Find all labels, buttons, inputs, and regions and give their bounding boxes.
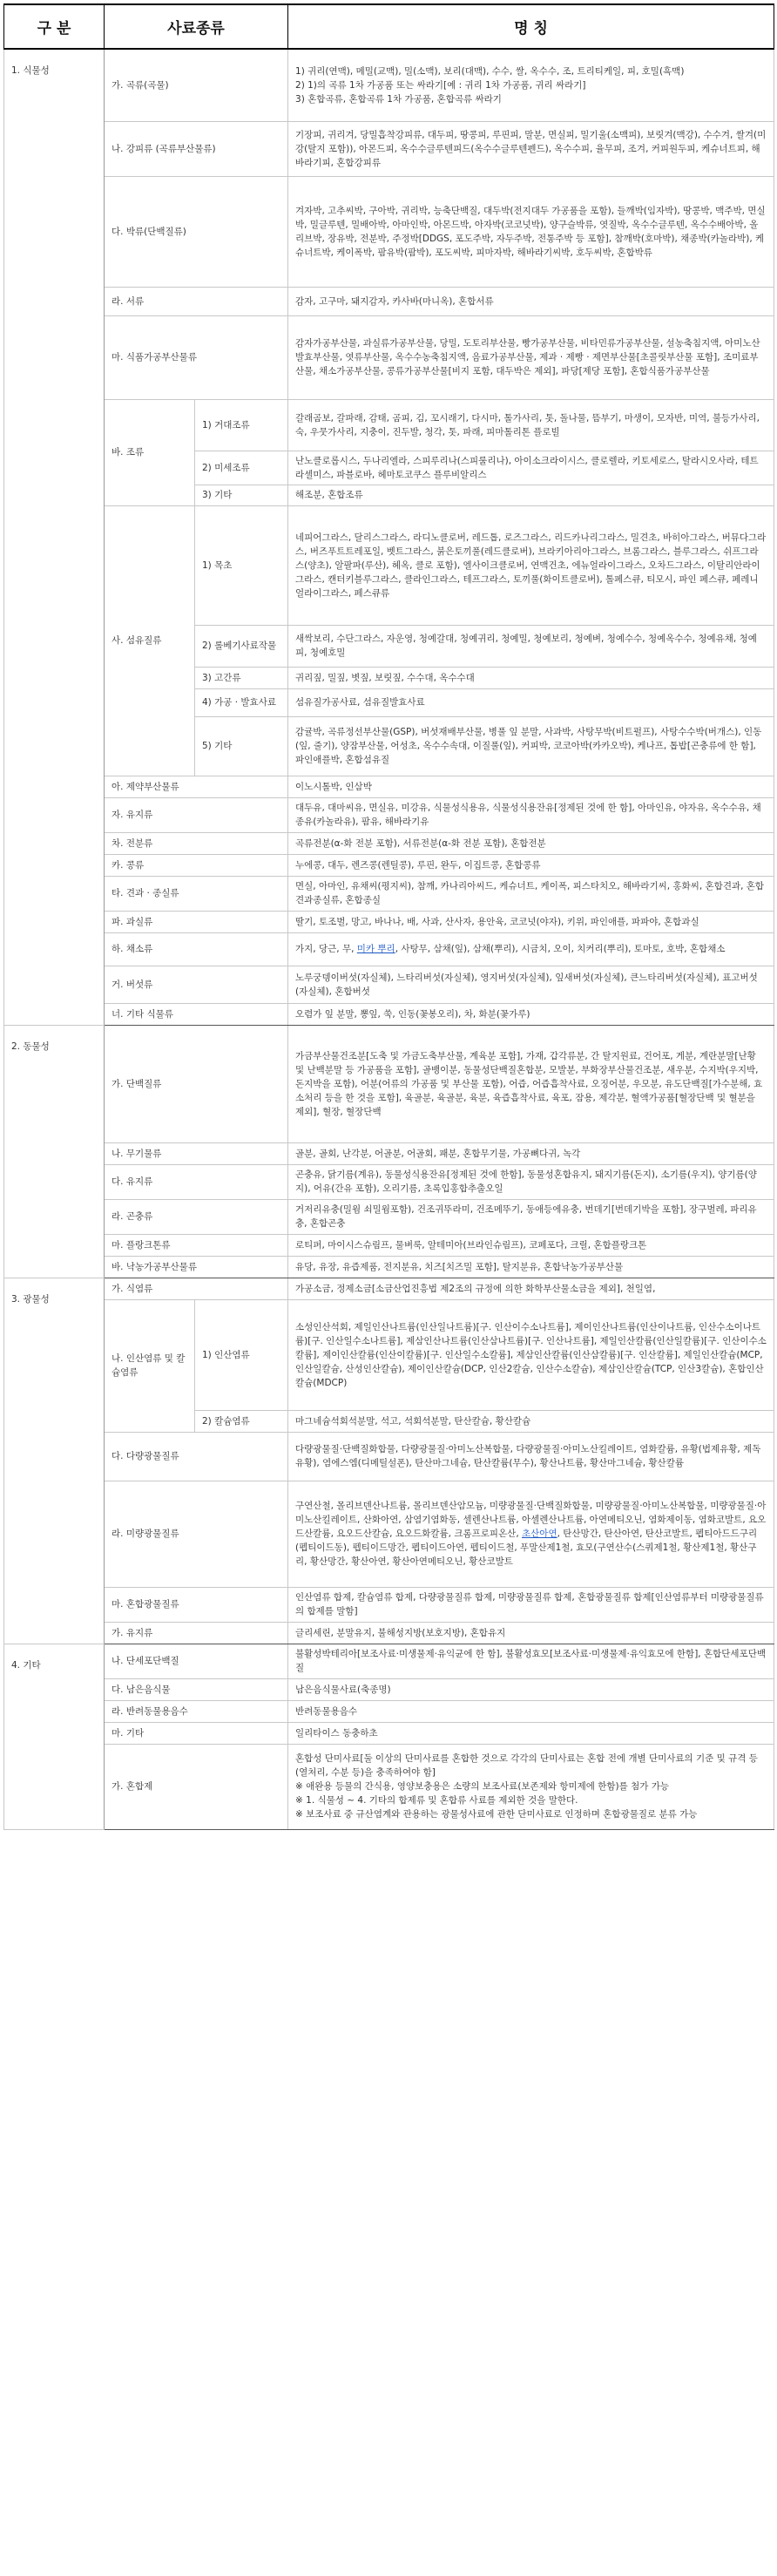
header-name: 명 칭: [288, 4, 774, 49]
category-cell: 거. 버섯류: [105, 966, 288, 1003]
name-line: 골분, 골회, 난각분, 어골분, 어골회, 패분, 혼합무기물, 가공뼈다귀, 녹각: [295, 1148, 581, 1159]
name-line: 3) 혼합곡류, 혼합곡류 1차 가공품, 혼합곡류 싸라기: [295, 93, 502, 105]
name-text: , 탄산망간, 탄산아연, 탄산코발트, 펩티아드드구리(펩티이드동), 펩티이드망간, 펩티이드아연, 펩티이드철, 푸말산제1철, 효모(구연산수(스쿼제1철, 황산제1철, 황산구리, 황산망간, 황산아연, 황산아연메티오닌, 황산코발트: [295, 1529, 758, 1567]
name-cell: [288, 176, 774, 287]
category-cell: 너. 기타 식물류: [105, 1003, 288, 1025]
table-row: [4, 832, 774, 854]
name-cell: [288, 121, 774, 176]
name-cell: [288, 1744, 774, 1829]
term-link[interactable]: 미카 뿌리: [356, 944, 395, 954]
subcategory-cell: 1) 인산염류: [195, 1299, 288, 1410]
category-cell: 마. 혼합광물질류: [105, 1587, 288, 1622]
category-cell: 가. 식염류: [105, 1278, 288, 1299]
name-line: 곡류전분(α-화 전분 포함), 서류전분(α-화 전분 포함), 혼합전분: [295, 837, 546, 849]
name-line: 기장피, 귀리겨, 당밀흡착강피류, 대두피, 땅콩피, 루핀피, 말분, 면실피, 밀기울(소맥피), 보릿겨(맥강), 수수겨, 쌀겨(미강(탈지 포함)), 아몬드피, 옥수수글루텐피드(옥수수글루텐펜드), 옥수수피, 율무피, 조겨, 커피원두피, 케슈너트피, 해바라기피, 혼합강피류: [295, 129, 767, 168]
category-cell: 차. 전분류: [105, 832, 288, 854]
name-cell: [288, 1299, 774, 1410]
category-cell: 다. 남은음식물: [105, 1678, 288, 1700]
name-cell: [288, 1432, 774, 1481]
subcategory-cell: 3) 고간류: [195, 667, 288, 688]
table-row: [4, 911, 774, 932]
name-cell: [288, 49, 774, 121]
subcategory-cell: 2) 롤베기사료작물: [195, 625, 288, 667]
table-row: [4, 1622, 774, 1644]
name-line: 반려동물용음수: [295, 1705, 358, 1717]
name-cell: [288, 876, 774, 911]
name-cell: [288, 399, 774, 451]
section-cell: [4, 1025, 105, 1278]
name-line: 곤충유, 닭기름(계유), 동물성식용잔유[정제된 것에 한함], 동물성혼합유지, 돼지기름(돈지), 소기름(우지), 양기름(양지), 어유(간유 포함), 오리기름, 초록입홍합추출오일: [295, 1169, 757, 1194]
table-row: [4, 1142, 774, 1164]
table-row: [4, 121, 774, 176]
table-row: [4, 1278, 774, 1299]
name-line: 새싹보리, 수단그라스, 자운영, 청예갈대, 청예귀리, 청예밀, 청예보리, 청예벼, 청예수수, 청예옥수수, 청예유채, 청예피, 청예호밀: [295, 634, 757, 658]
name-cell: [288, 1622, 774, 1644]
category-cell: 바. 낙농가공부산물류: [105, 1256, 288, 1278]
name-line: 마그네슘석회석분말, 석고, 석회석분말, 탄산칼슘, 황산칼슘: [295, 1415, 531, 1427]
table-row: [4, 1744, 774, 1829]
name-line: 혼합성 단미사료[둘 이상의 단미사료를 혼합한 것으로 각각의 단미사료는 혼합 전에 개별 단미사료의 기준 및 규격 등(열처리, 수분 등)을 충족하여야 함]: [295, 1753, 758, 1778]
name-line: 가공소금, 정제소금[소금산업진흥법 제2조의 규정에 의한 화학부산물소금을 제외], 천일염,: [295, 1283, 656, 1294]
name-cell: [288, 1234, 774, 1256]
name-line: 겨자박, 고추씨박, 구아박, 귀리박, 능축단백질, 대두박(전지대두 가공품을 포함), 들깨박(임자박), 땅콩박, 맥주박, 면실박, 밀글루텐, 밀배아박, 아마인박, 아몬드박, 아자박(코코넛박), 양구슬박류, 엿질박, 옥수수글루텐, 옥수수배아박, 올리브박, 장유박, 전분박, 주정박[DDGS, 포도주박, 자두주박, 전통주박 등 포함], 참깨박(호마박), 채종박(카놀라박), 케슈너트박, 케이폭박, 팜유박(팜박), 포도씨박, 피마자박, 해바라기씨박, 호두씨박, 혼합박류: [295, 205, 766, 258]
subcategory-cell: 1) 목초: [195, 505, 288, 625]
header-division: 구 분: [4, 4, 105, 49]
name-cell: [288, 485, 774, 505]
name-cell: [288, 776, 774, 797]
name-line: 글리세린, 분말유지, 불해성지방(보호지방), 혼합유지: [295, 1627, 506, 1638]
table-row: [4, 854, 774, 876]
name-cell: [288, 1025, 774, 1142]
name-line: 일리타이스 동충하초: [295, 1727, 378, 1739]
name-line: 노루궁뎅이버섯(자실체), 느타리버섯(자실체), 영지버섯(자실체), 잎새버섯(자실체), 큰느타리버섯(자실체), 표고버섯(자실체), 혼합버섯: [295, 972, 758, 997]
name-line: ※ 1. 식물성 ~ 4. 기타의 합제류 및 혼합류 사료를 제외한 것을 말한다.: [295, 1795, 578, 1806]
table-row: [4, 1025, 774, 1142]
category-cell: 사. 섬유질류: [105, 505, 195, 776]
category-cell: 바. 조류: [105, 399, 195, 505]
category-cell: 마. 플랑크톤류: [105, 1234, 288, 1256]
name-line: 해조분, 혼합조류: [295, 490, 363, 500]
name-cell: [288, 688, 774, 716]
category-cell: 하. 채소류: [105, 932, 288, 966]
name-line: 감자가공부산물, 과실류가공부산물, 당밀, 도토리부산물, 빵가공부산물, 비타민류가공부산물, 설농축침지액, 아미노산발효부산물, 엿류부산물, 옥수수농축침지액, 음료가공부산물, 제과 · 제빵 · 제면부산물[초콜릿부산물 포함], 조미료부산물, 채소가공부산물, 콩류가공부산물[비지 포함, 대두박은 제외], 파당[제당 포함], 혼합식품가공부산물: [295, 338, 760, 376]
table-row: [4, 932, 774, 966]
subcategory-cell: 4) 가공 · 발효사료: [195, 688, 288, 716]
name-line: 1) 귀리(연맥), 메밀(교맥), 밀(소맥), 보리(대맥), 수수, 쌀, 옥수수, 조, 트리티케일, 피, 호밀(흑맥): [295, 65, 685, 77]
name-line: 난노클로롭시스, 두나리엘라, 스피루리나(스피룰리나), 아이소크라이시스, 클로렐라, 키토세로스, 탈라시오사라, 테트라셀미스, 파블로바, 헤마토코쿠스 플루비알리스: [295, 455, 759, 480]
section-cell: [4, 49, 105, 1025]
section-label: 4. 기타: [11, 1659, 41, 1671]
section-label: 1. 식물성: [11, 65, 50, 76]
name-cell: [288, 966, 774, 1003]
name-cell: [288, 1164, 774, 1199]
table-row: [4, 776, 774, 797]
subcategory-cell: 3) 기타: [195, 485, 288, 505]
table-row: [4, 315, 774, 399]
table-row: [4, 966, 774, 1003]
name-line: 대두유, 대마씨유, 면실유, 미강유, 식물성식용유, 식물성식용잔유[정제된 것에 한 함], 아마인유, 야자유, 옥수수유, 채종유(카놀라유), 팜유, 해바라기유: [295, 803, 761, 827]
subcategory-cell: 2) 미세조류: [195, 451, 288, 485]
name-line: 누에콩, 대두, 렌즈콩(렌틸콩), 루핀, 완두, 이집트콩, 혼합콩류: [295, 859, 541, 871]
name-cell: [288, 287, 774, 315]
category-cell: 자. 유지류: [105, 797, 288, 832]
name-line: 이노시톨박, 인삼박: [295, 781, 372, 792]
table-row: [4, 1587, 774, 1622]
name-line: ※ 애완용 등물의 간식용, 영양보충용은 소량의 보조사료(보존제와 항미제에 한함)를 첨가 가능: [295, 1781, 670, 1792]
category-cell: 가. 혼합제: [105, 1744, 288, 1829]
header-feed-type: 사료종류: [105, 4, 288, 49]
name-cell: [288, 625, 774, 667]
category-cell: 가. 유지류: [105, 1622, 288, 1644]
category-cell: 타. 견과 · 종실류: [105, 876, 288, 911]
table-row: [4, 505, 774, 625]
name-cell: [288, 832, 774, 854]
subcategory-cell: 2) 칼슘염류: [195, 1410, 288, 1432]
name-line: 유당, 유장, 유즙제품, 전지분유, 치즈[치즈밀 포함], 탈지분유, 혼합낙농가공부산물: [295, 1261, 624, 1272]
category-cell: 나. 무기물류: [105, 1142, 288, 1164]
name-line: 로티퍼, 마이시스슈림프, 물벼룩, 알테미아(브라인슈림프), 코페포다, 크릴, 혼합플랑크톤: [295, 1239, 647, 1251]
name-cell: [288, 505, 774, 625]
name-cell: [288, 315, 774, 399]
name-line: 감자, 고구마, 돼지감자, 카사바(마니옥), 혼합서류: [295, 295, 494, 307]
category-cell: 라. 미량광물질류: [105, 1481, 288, 1587]
category-cell: 카. 콩류: [105, 854, 288, 876]
category-cell: 아. 제약부산물류: [105, 776, 288, 797]
name-cell: [288, 1481, 774, 1587]
table-row: [4, 1234, 774, 1256]
name-line: 인산염류 합제, 칼슘염류 합제, 다량광물질류 합제, 미량광물질류 합제, 혼합광물질류 합제[인산염류부터 미량광물질류의 합제를 말함]: [295, 1592, 764, 1617]
category-cell: 라. 서류: [105, 287, 288, 315]
table-header-row: [4, 4, 774, 49]
name-cell: [288, 667, 774, 688]
name-line: 거저리유충(밀웜 쇠밀웜포함), 건조귀뚜라미, 건조메뚜기, 동애등에유충, 번데기[번데기박을 포함], 장구벌레, 파리유충, 혼합곤충: [295, 1204, 757, 1229]
table-row: [4, 1481, 774, 1587]
category-cell: 다. 유지류: [105, 1164, 288, 1199]
category-cell: 마. 식품가공부산물류: [105, 315, 288, 399]
category-cell: 다. 박류(단백질류): [105, 176, 288, 287]
name-cell: [288, 1587, 774, 1622]
name-text: , 사탕무, 삼채(잎), 삼채(뿌리), 시금치, 오이, 치커리(뿌리), 토마토, 호박, 혼합채소: [395, 944, 726, 954]
name-line: 섬유질가공사료, 섬유질발효사료: [295, 697, 425, 708]
name-cell: [288, 1700, 774, 1722]
subcategory-cell: 1) 거대조류: [195, 399, 288, 451]
table-row: [4, 1299, 774, 1410]
table-row: [4, 1678, 774, 1700]
table-row: [4, 1700, 774, 1722]
table-row: [4, 1432, 774, 1481]
name-line: 네피어그라스, 달리스그라스, 라디노클로버, 레드톱, 로즈그라스, 리드카나리그라스, 밀견초, 바히아그라스, 버뮤다그라스, 버즈푸트트레포일, 벳트그라스, 붉은토끼풀(레드클로버), 브라키아리아그라스, 브롬그라스, 블루그라스, 쉬프그라스(양초), 알팔파(루산), 헤옥, 클로 포함), 엘사이크클로버, 연맥건초, 에뉴얼라이그라스, 오차드그라스, 이탈리안라이그라스, 캔터키블루그라스, 클라인그라스, 테프그라스, 토끼풀(화이트클로버), 톨페스큐, 티모시, 파인 페스큐, 페레니얼라이그라스, 페스큐류: [295, 532, 767, 599]
table-row: [4, 1644, 774, 1678]
table-row: [4, 399, 774, 451]
section-label: 2. 동물성: [11, 1041, 50, 1052]
name-line: 2) 1)의 곡류 1차 가공품 또는 싸라기[예 : 귀리 1차 가공품, 귀리 싸라기]: [295, 79, 586, 91]
table-row: [4, 1164, 774, 1199]
name-cell: [288, 1410, 774, 1432]
category-cell: 라. 곤충류: [105, 1199, 288, 1234]
name-text: 구연산철, 몰리브덴산나트륨, 몰리브덴산암모늄, 미량광물질·단백질화합물, 미량광물질·아미노산복합물, 미량광물질·아미노산킬레이트, 산화아연, 삼염기염화동, 셀렌산나트륨, 아셀렌산나트륨, 아연메티오닌, 염화제이동, 염화코발트, 요오드산칼륨, 요오드산칼슘, 요오드화칼륨, 크롬프로피온산,: [295, 1501, 767, 1539]
name-line: 갈래곰보, 갈파래, 감태, 곰피, 김, 꼬시래기, 다시마, 톨가사리, 톳, 돌나물, 뜸부기, 마생이, 모자반, 미역, 불등가사리, 숙, 우뭇가사리, 지충이, 진두발, 청각, 톳, 파래, 피마톨리톤 플로빌: [295, 412, 760, 437]
name-line: 소성인산석회, 제일인산나트륨(인산일나트륨)[구. 인산이수소나트륨], 제이인산나트륨(인산이나트륨, 인산수소이나트륨)[구. 인산일수소나트륨], 제삼인산나트륨(인산삼나트륨)[구. 인산나트륨], 제일인산칼륨(인산일칼륨)[구. 인산이수소칼륨], 제이인산칼륨(인산이칼륨)[구. 인산일수소칼륨], 제삼인산칼륨(인산삼칼륨)[구. 인산칼륨], 제일인산칼슘(MCP, 인산일칼슘, 산성인산칼슘), 제이인산칼슘(DCP, 인산2칼슘, 인산수소칼슘), 제삼인산칼슘(TCP, 인산3칼슘), 혼합인산칼슘(MDCP): [295, 1321, 767, 1388]
name-cell: [288, 854, 774, 876]
category-cell: 파. 과실류: [105, 911, 288, 932]
section-cell: [4, 1644, 105, 1829]
name-cell: [288, 911, 774, 932]
name-cell: [288, 451, 774, 485]
name-cell: [288, 797, 774, 832]
name-cell: [288, 1644, 774, 1678]
category-cell: 라. 반려동물용음수: [105, 1700, 288, 1722]
name-cell: [288, 1003, 774, 1025]
table-row: [4, 1722, 774, 1744]
name-cell: [288, 1142, 774, 1164]
table-row: [4, 176, 774, 287]
name-line: 오렴가 잎 분말, 뽕잎, 쑥, 인동(꽃봉오리), 차, 화분(꽃가루): [295, 1008, 530, 1020]
category-cell: 나. 인산염류 및 칼슘염류: [105, 1299, 195, 1432]
category-cell: 가. 단백질류: [105, 1025, 288, 1142]
name-line: 다량광물질·단백질화합물, 다량광물질·아미노산복합물, 다량광물질·아미노산킬레이트, 염화칼륨, 유황(법제유황, 제독유황), 염에스엠(디메틸설폰), 탄산마그네슘, 탄산칼륨(무수), 황산나트륨, 황산마그네슘, 황산칼륨: [295, 1444, 761, 1468]
name-cell: [288, 1722, 774, 1744]
name-line: 불활성박테리아[보조사료·미생물제·유익균에 한 함], 불활성효모[보조사료·미생물제·유익효모에 한함], 혼합단세포단백질: [295, 1649, 766, 1673]
name-line: 면실, 아마인, 유채씨(평지씨), 참깨, 카나리아씨드, 케슈너트, 케이폭, 피스타치오, 해바라기씨, 홍화씨, 혼합견과, 혼합견과종실류, 혼합종실: [295, 881, 765, 905]
name-line: 딸기, 토조벌, 망고, 바나나, 배, 사과, 산사자, 용안육, 코코넛(야자), 키위, 파인애플, 파파야, 혼합과실: [295, 916, 699, 927]
category-cell: 마. 기타: [105, 1722, 288, 1744]
table-row: [4, 287, 774, 315]
table-row: [4, 1199, 774, 1234]
name-cell: [288, 1678, 774, 1700]
category-cell: 나. 강피류 (곡류부산물류): [105, 121, 288, 176]
name-cell: [288, 1199, 774, 1234]
section-cell: [4, 1278, 105, 1644]
term-link[interactable]: 초산아연: [522, 1529, 557, 1539]
name-line: 남은음식물사료(축종명): [295, 1684, 391, 1695]
table-row: [4, 797, 774, 832]
category-cell: 나. 단세포단백질: [105, 1644, 288, 1678]
name-cell: [288, 1256, 774, 1278]
subcategory-cell: 5) 기타: [195, 716, 288, 776]
section-label: 3. 광물성: [11, 1293, 50, 1305]
category-cell: 가. 곡류(곡물): [105, 49, 288, 121]
name-line: 귀리짚, 밀짚, 볏짚, 보릿짚, 수수대, 옥수수대: [295, 672, 475, 683]
feed-classification-table: [3, 3, 774, 1830]
table-row: [4, 49, 774, 121]
table-row: [4, 876, 774, 911]
name-text: 가지, 당근, 무,: [295, 944, 357, 954]
name-line: 가금부산물건조분[도축 및 가금도축부산물, 계육분 포함], 가재, 갑각류분, 간 탈지원료, 건어포, 게분, 계란분말[난황 및 난백분말 등 가공품을 포함], 골뱅이분, 동물성단백질혼합분, 모발분, 부화장부산물건조분, 새우분, 수지박(우지박, 돈지박을 포함), 어분(어류의 가공품 및 부산물 포함), 어즙, 어즙흡착사료, 오징어분, 우모분, 유도단백질[가수분해, 효소처리 등을 한 것을 포함], 육골분, 육골분, 육분, 육즙흡착사료, 육포, 잠용, 제각분, 혈액가공품[혈장단백 및 혈분을 제외], 혈장, 혈장단백: [295, 1050, 763, 1117]
table-row: [4, 1256, 774, 1278]
name-line: 감귤박, 곡류정선부산물(GSP), 버섯재배부산물, 병풀 잎 분말, 사과박, 사탕무박(비트펄프), 사탕수수박(버개스), 인동(잎, 줄기), 양잠부산물, 어성초, 옥수수속대, 이질풀(잎), 커피박, 코코아박(카카오박), 케나프, 톱밥[곤충류에 한 함], 파인애플박, 혼합섬유질: [295, 727, 762, 765]
name-line: ※ 보조사료 중 규산염계와 관용하는 광물성사료에 관한 단미사료로 인정하며 혼합광물질로 분류 가능: [295, 1809, 698, 1820]
table-row: [4, 1003, 774, 1025]
name-cell: [288, 1278, 774, 1299]
name-cell: [288, 932, 774, 966]
category-cell: 다. 다량광물질류: [105, 1432, 288, 1481]
name-cell: [288, 716, 774, 776]
